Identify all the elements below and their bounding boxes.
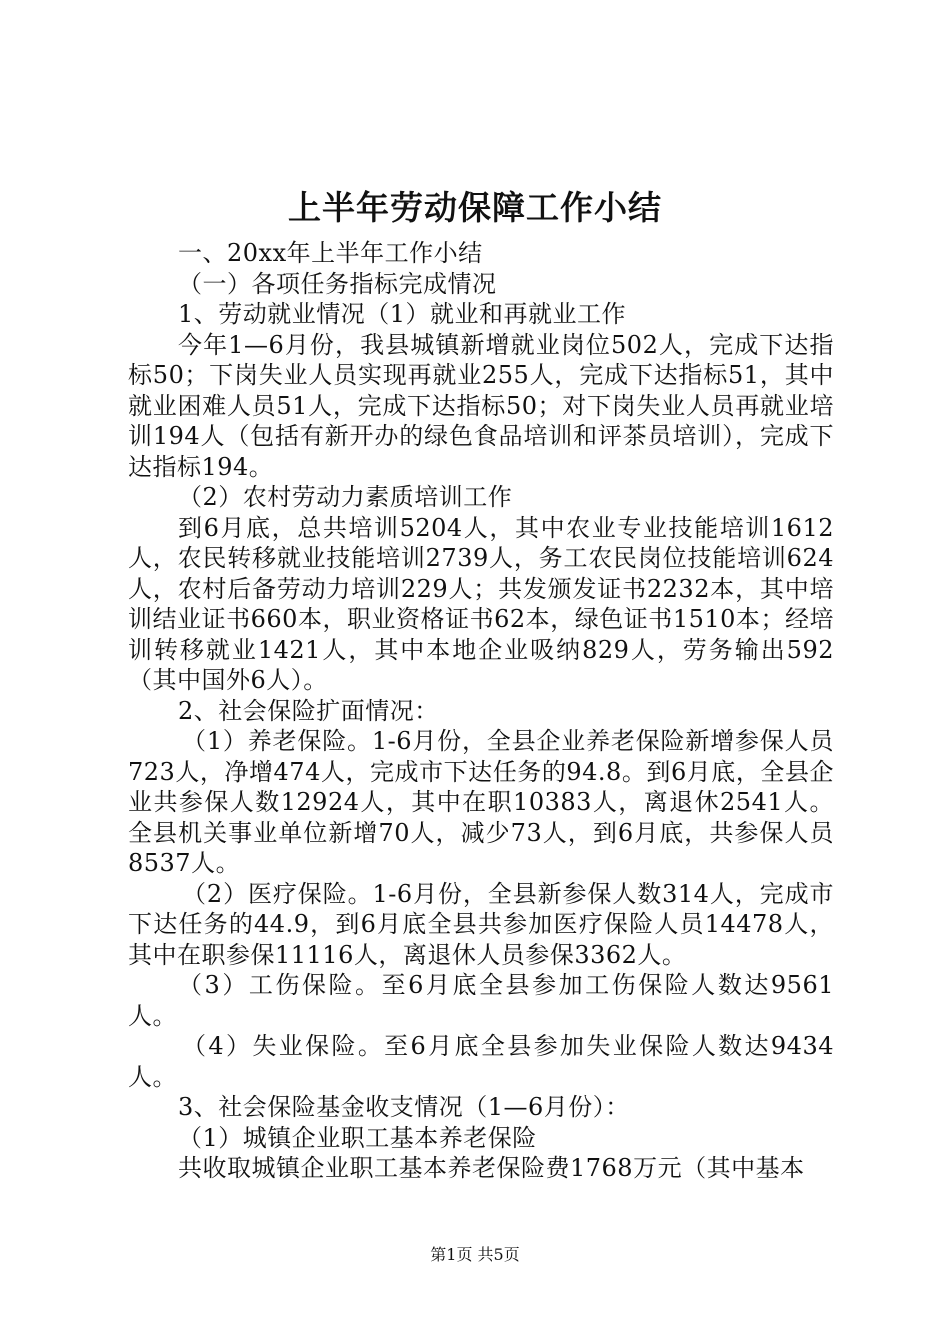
page-footer: 第1页 共5页	[430, 1245, 520, 1264]
paragraph: （3）工伤保险。至6月底全县参加工伤保险人数达9561人。	[128, 971, 834, 1030]
paragraph: （4）失业保险。至6月底全县参加失业保险人数达9434人。	[128, 1032, 834, 1091]
paragraph: 到6月底，总共培训5204人，其中农业专业技能培训1612人，农民转移就业技能培训2739人，务工农民岗位技能培训624人，农村后备劳动力培训229人；共发颁发证书2232本，其中培训结业证书660本，职业资格证书62本，绿色证书1510本；经培训转移就业1421人，其中本地企业吸纳829人，劳务输出592（其中国外6人）。	[128, 513, 834, 694]
document-title: 上半年劳动保障工作小结	[288, 188, 662, 227]
paragraph: 今年1—6月份，我县城镇新增就业岗位502人，完成下达指标50；下岗失业人员实现再就业255人，完成下达指标51，其中就业困难人员51人，完成下达指标50；对下岗失业人员再就业培训194人（包括有新开办的绿色食品培训和评茶员培训），完成下达指标194。	[128, 330, 834, 481]
item-heading: 1、劳动就业情况（1）就业和再就业工作	[178, 300, 627, 328]
item-heading: （1）城镇企业职工基本养老保险	[178, 1123, 537, 1152]
paragraph: 共收取城镇企业职工基本养老保险费1768万元（其中基本	[178, 1154, 805, 1182]
subsection-heading: （一）各项任务指标完成情况	[178, 269, 497, 298]
document-body	[128, 238, 834, 1184]
item-heading: （2）农村劳动力素质培训工作	[178, 483, 513, 511]
item-heading: 3、社会保险基金收支情况（1—6月份）：	[178, 1093, 630, 1121]
section-heading: 一、20xx年上半年工作小结	[178, 239, 483, 267]
paragraph: （2）医疗保险。1-6月份，全县新参保人数314人，完成市下达任务的44.9，到6月底全县共参加医疗保险人员14478人，其中在职参保11116人，离退休人员参保3362人。	[128, 879, 834, 969]
paragraph: （1）养老保险。1-6月份，全县企业养老保险新增参保人员723人，净增474人，完成市下达任务的94.8。到6月底，全县企业共参保人数12924人，其中在职10383人，离退休2541人。全县机关事业单位新增70人，减少73人，到6月底，共参保人员8537人。	[128, 727, 834, 877]
item-heading: 2、社会保险扩面情况：	[178, 696, 439, 725]
